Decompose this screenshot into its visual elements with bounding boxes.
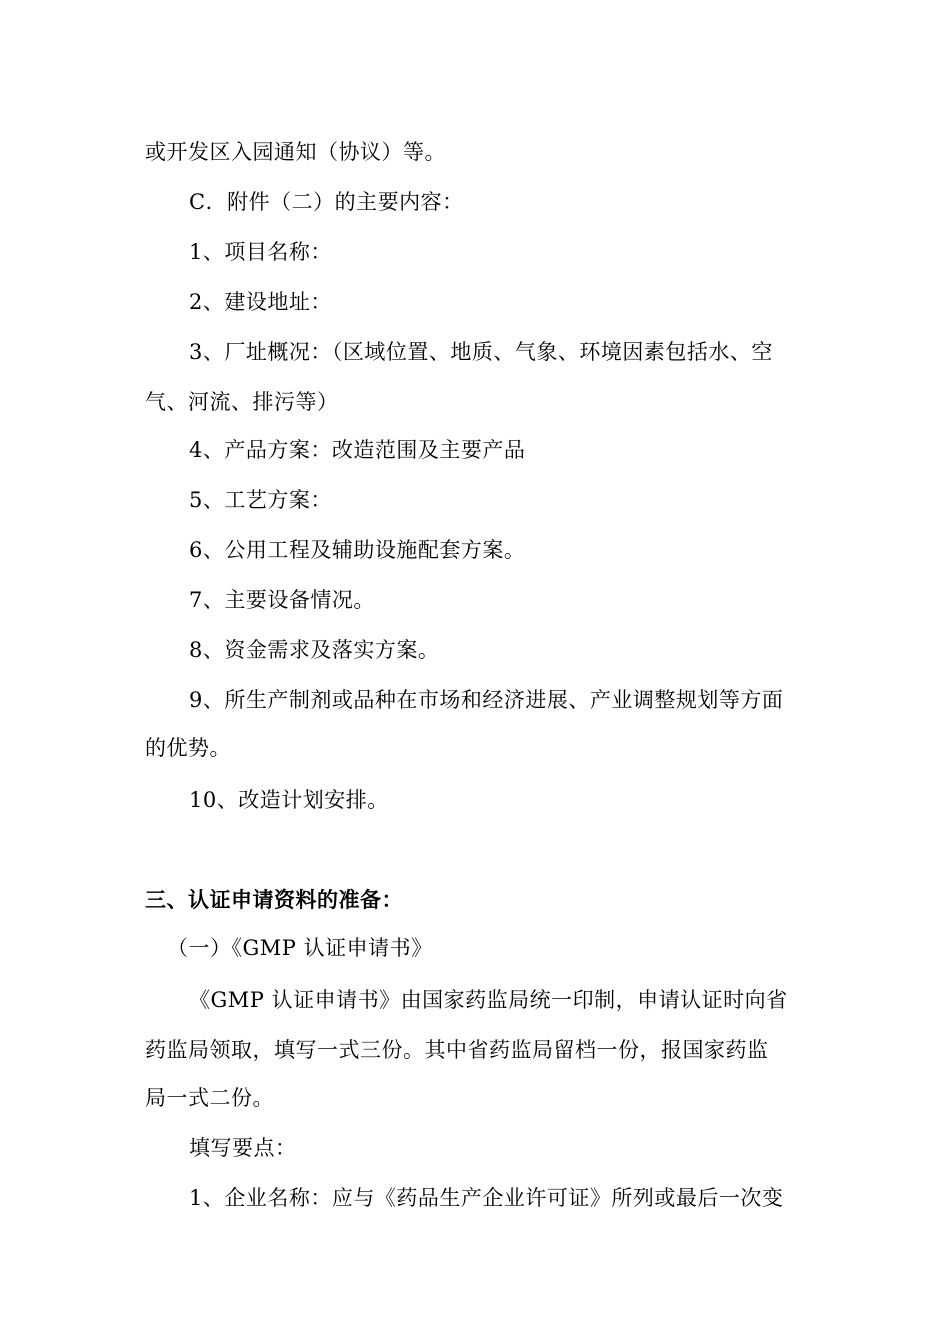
list-item: 3、厂址概况：（区域位置、地质、气象、环境因素包括水、空 <box>189 340 773 364</box>
list-item: 1、项目名称： <box>189 240 332 264</box>
list-item-continuation: 的优势。 <box>145 736 231 760</box>
paragraph-line: 填写要点： <box>189 1136 297 1160</box>
list-item-continuation: 气、河流、排污等） <box>145 390 339 414</box>
list-item: 9、所生产制剂或品种在市场和经济进展、产业调整规划等方面 <box>189 688 784 712</box>
list-item: 10、改造计划安排。 <box>189 788 389 812</box>
list-item: 2、建设地址： <box>189 290 332 314</box>
text-line: 或开发区入园通知（协议）等。 <box>145 140 446 164</box>
list-item: 6、公用工程及辅助设施配套方案。 <box>189 538 526 562</box>
section-heading-attachment-2: C．附件（二）的主要内容： <box>189 190 464 214</box>
list-item: 8、资金需求及落实方案。 <box>189 638 440 662</box>
paragraph-line: 《GMP 认证申请书》由国家药监局统一印制，申请认证时向省 <box>189 988 788 1012</box>
list-item: 1、企业名称：应与《药品生产企业许可证》所列或最后一次变 <box>189 1186 784 1210</box>
section-heading: 三、认证申请资料的准备： <box>145 887 403 912</box>
subsection-heading: （一）《GMP 认证申请书》 <box>167 936 433 960</box>
list-item: 5、工艺方案： <box>189 488 332 512</box>
paragraph-line: 药监局领取，填写一式三份。其中省药监局留档一份，报国家药监 <box>145 1038 769 1062</box>
list-item: 4、产品方案：改造范围及主要产品 <box>189 438 526 462</box>
list-item: 7、主要设备情况。 <box>189 588 375 612</box>
paragraph-line: 局一式二份。 <box>145 1086 274 1110</box>
